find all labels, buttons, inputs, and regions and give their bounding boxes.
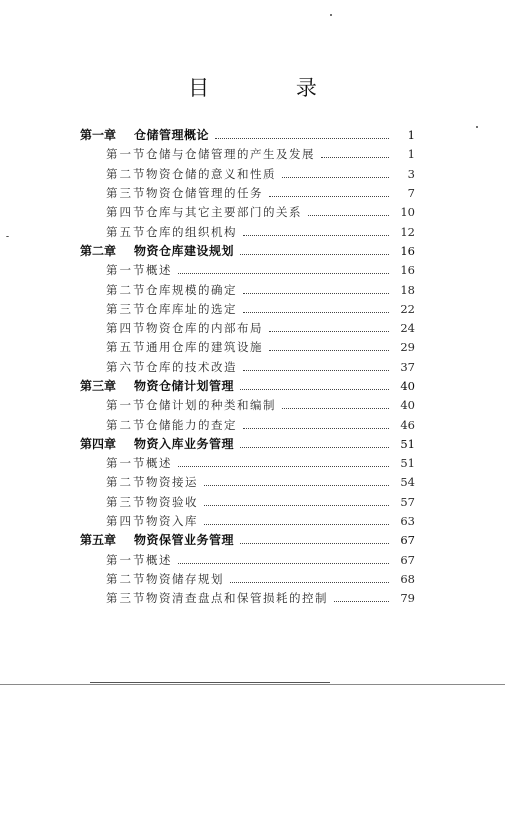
section-number: 第二节 [106, 417, 147, 432]
section-title: 仓库的组织机构 [146, 224, 237, 239]
section-title: 物资储存规划 [146, 571, 224, 586]
toc-section-entry [80, 222, 415, 241]
page-edge-line [0, 684, 505, 685]
section-number: 第四节 [106, 514, 147, 529]
page-number: 3 [407, 166, 415, 181]
section-number: 第二节 [106, 166, 147, 181]
page-number: 24 [400, 321, 415, 336]
dot-leader [240, 254, 389, 255]
section-number: 第二节 [106, 571, 147, 586]
toc-section-entry [80, 589, 415, 608]
divider-line [90, 682, 330, 683]
toc-section-entry [80, 551, 415, 570]
section-title: 物资清查盘点和保管损耗的控制 [146, 591, 328, 606]
dot-leader [204, 505, 389, 506]
toc-section-entry [80, 396, 415, 415]
dot-leader [243, 312, 389, 313]
scan-speck [476, 126, 478, 128]
dot-leader [230, 582, 389, 583]
dot-leader [243, 370, 389, 371]
page-title: 目 录 [188, 76, 357, 100]
chapter-number: 第三章 [80, 379, 117, 393]
section-title: 仓储计划的种类和编制 [146, 398, 276, 413]
section-title: 物资验收 [146, 494, 198, 509]
section-number: 第六节 [106, 359, 147, 374]
dot-leader [321, 157, 389, 158]
section-number: 第五节 [106, 340, 147, 355]
page-number: 79 [400, 591, 415, 606]
section-title: 仓库库址的选定 [146, 301, 237, 316]
toc-section-entry [80, 415, 415, 434]
dot-leader [269, 331, 389, 332]
dot-leader [240, 543, 389, 544]
toc-section-entry [80, 280, 415, 299]
dot-leader [178, 563, 389, 564]
toc-section-entry [80, 473, 415, 492]
section-number: 第四节 [106, 205, 147, 220]
chapter-number: 第二章 [80, 243, 117, 258]
section-title: 物资仓库的内部布局 [146, 321, 263, 336]
toc-section-entry [80, 300, 415, 319]
dot-leader [215, 138, 389, 139]
page-number: 1 [407, 128, 415, 143]
page-number: 46 [400, 417, 415, 432]
page-number: 54 [400, 475, 415, 490]
page-number: 51 [400, 456, 415, 471]
section-number: 第二节 [106, 475, 147, 490]
dot-leader [240, 447, 389, 448]
toc-chapter-entry [80, 531, 415, 550]
page-number: 40 [400, 398, 415, 413]
page-number: 12 [400, 224, 415, 239]
toc-section-entry [80, 512, 415, 531]
section-title: 物资入库 [146, 514, 198, 529]
dot-leader [282, 408, 389, 409]
dot-leader [308, 215, 389, 216]
chapter-title: 仓储管理概论 [134, 128, 210, 143]
dot-leader [243, 428, 389, 429]
section-number: 第二节 [106, 282, 147, 297]
page-number: 67 [400, 533, 415, 548]
page-number: 1 [407, 147, 415, 162]
section-number: 第四节 [106, 321, 147, 336]
toc-section-entry [80, 319, 415, 338]
page-number: 16 [400, 243, 415, 258]
dot-leader [269, 350, 389, 351]
page-number: 40 [400, 379, 415, 393]
chapter-title: 物资仓库建设规划 [134, 243, 235, 258]
toc-section-entry [80, 493, 415, 512]
section-number: 第一节 [106, 398, 147, 413]
dot-leader [282, 177, 389, 178]
dot-leader [243, 235, 389, 236]
section-title: 仓库规模的确定 [146, 282, 237, 297]
section-number: 第三节 [106, 186, 147, 201]
chapter-title: 物资保管业务管理 [134, 533, 235, 548]
section-title: 概述 [146, 263, 172, 278]
chapter-title: 物资仓储计划管理 [134, 379, 235, 393]
page-number: 37 [400, 359, 415, 374]
toc-section-entry [80, 145, 415, 164]
page-number: 16 [400, 263, 415, 278]
section-title: 概述 [146, 456, 172, 471]
section-number: 第三节 [106, 591, 147, 606]
section-title: 物资接运 [146, 475, 198, 490]
scan-speck [6, 236, 9, 237]
dot-leader [178, 466, 389, 467]
toc-chapter-entry [80, 377, 415, 396]
toc-section-entry [80, 570, 415, 589]
section-number: 第一节 [106, 456, 147, 471]
section-number: 第五节 [106, 224, 147, 239]
toc-section-entry [80, 165, 415, 184]
page-number: 22 [400, 301, 415, 316]
dot-leader [240, 389, 389, 390]
dot-leader [334, 601, 389, 602]
chapter-number: 第一章 [80, 128, 117, 143]
toc-section-entry [80, 203, 415, 222]
section-title: 仓储与仓储管理的产生及发展 [146, 147, 315, 162]
toc-section-entry [80, 338, 415, 357]
dot-leader [204, 485, 389, 486]
chapter-number: 第五章 [80, 533, 117, 548]
page-number: 67 [400, 552, 415, 567]
toc-chapter-entry [80, 126, 415, 145]
page-number: 18 [400, 282, 415, 297]
page-number: 10 [400, 205, 415, 220]
dot-leader [178, 273, 389, 274]
page-number: 63 [400, 514, 415, 529]
scan-speck [330, 14, 332, 16]
toc-section-entry [80, 358, 415, 377]
page-number: 7 [407, 186, 415, 201]
section-number: 第一节 [106, 263, 147, 278]
page-number: 51 [400, 436, 415, 451]
toc-section-entry [80, 454, 415, 473]
toc-chapter-entry [80, 435, 415, 454]
toc-section-entry [80, 261, 415, 280]
section-title: 物资仓储管理的任务 [146, 186, 263, 201]
page-number: 68 [400, 571, 415, 586]
toc-chapter-entry [80, 242, 415, 261]
section-title: 通用仓库的建筑设施 [146, 340, 263, 355]
section-number: 第一节 [106, 147, 147, 162]
table-of-contents [80, 126, 415, 608]
section-title: 仓库的技术改造 [146, 359, 237, 374]
chapter-number: 第四章 [80, 436, 117, 451]
page-number: 57 [400, 494, 415, 509]
section-title: 仓库与其它主要部门的关系 [146, 205, 302, 220]
section-title: 物资仓储的意义和性质 [146, 166, 276, 181]
dot-leader [204, 524, 389, 525]
dot-leader [243, 293, 389, 294]
section-title: 概述 [146, 552, 172, 567]
section-number: 第三节 [106, 494, 147, 509]
section-number: 第三节 [106, 301, 147, 316]
section-title: 仓储能力的查定 [146, 417, 237, 432]
toc-section-entry [80, 184, 415, 203]
section-number: 第一节 [106, 552, 147, 567]
chapter-title: 物资入库业务管理 [134, 436, 235, 451]
dot-leader [269, 196, 389, 197]
page-number: 29 [400, 340, 415, 355]
